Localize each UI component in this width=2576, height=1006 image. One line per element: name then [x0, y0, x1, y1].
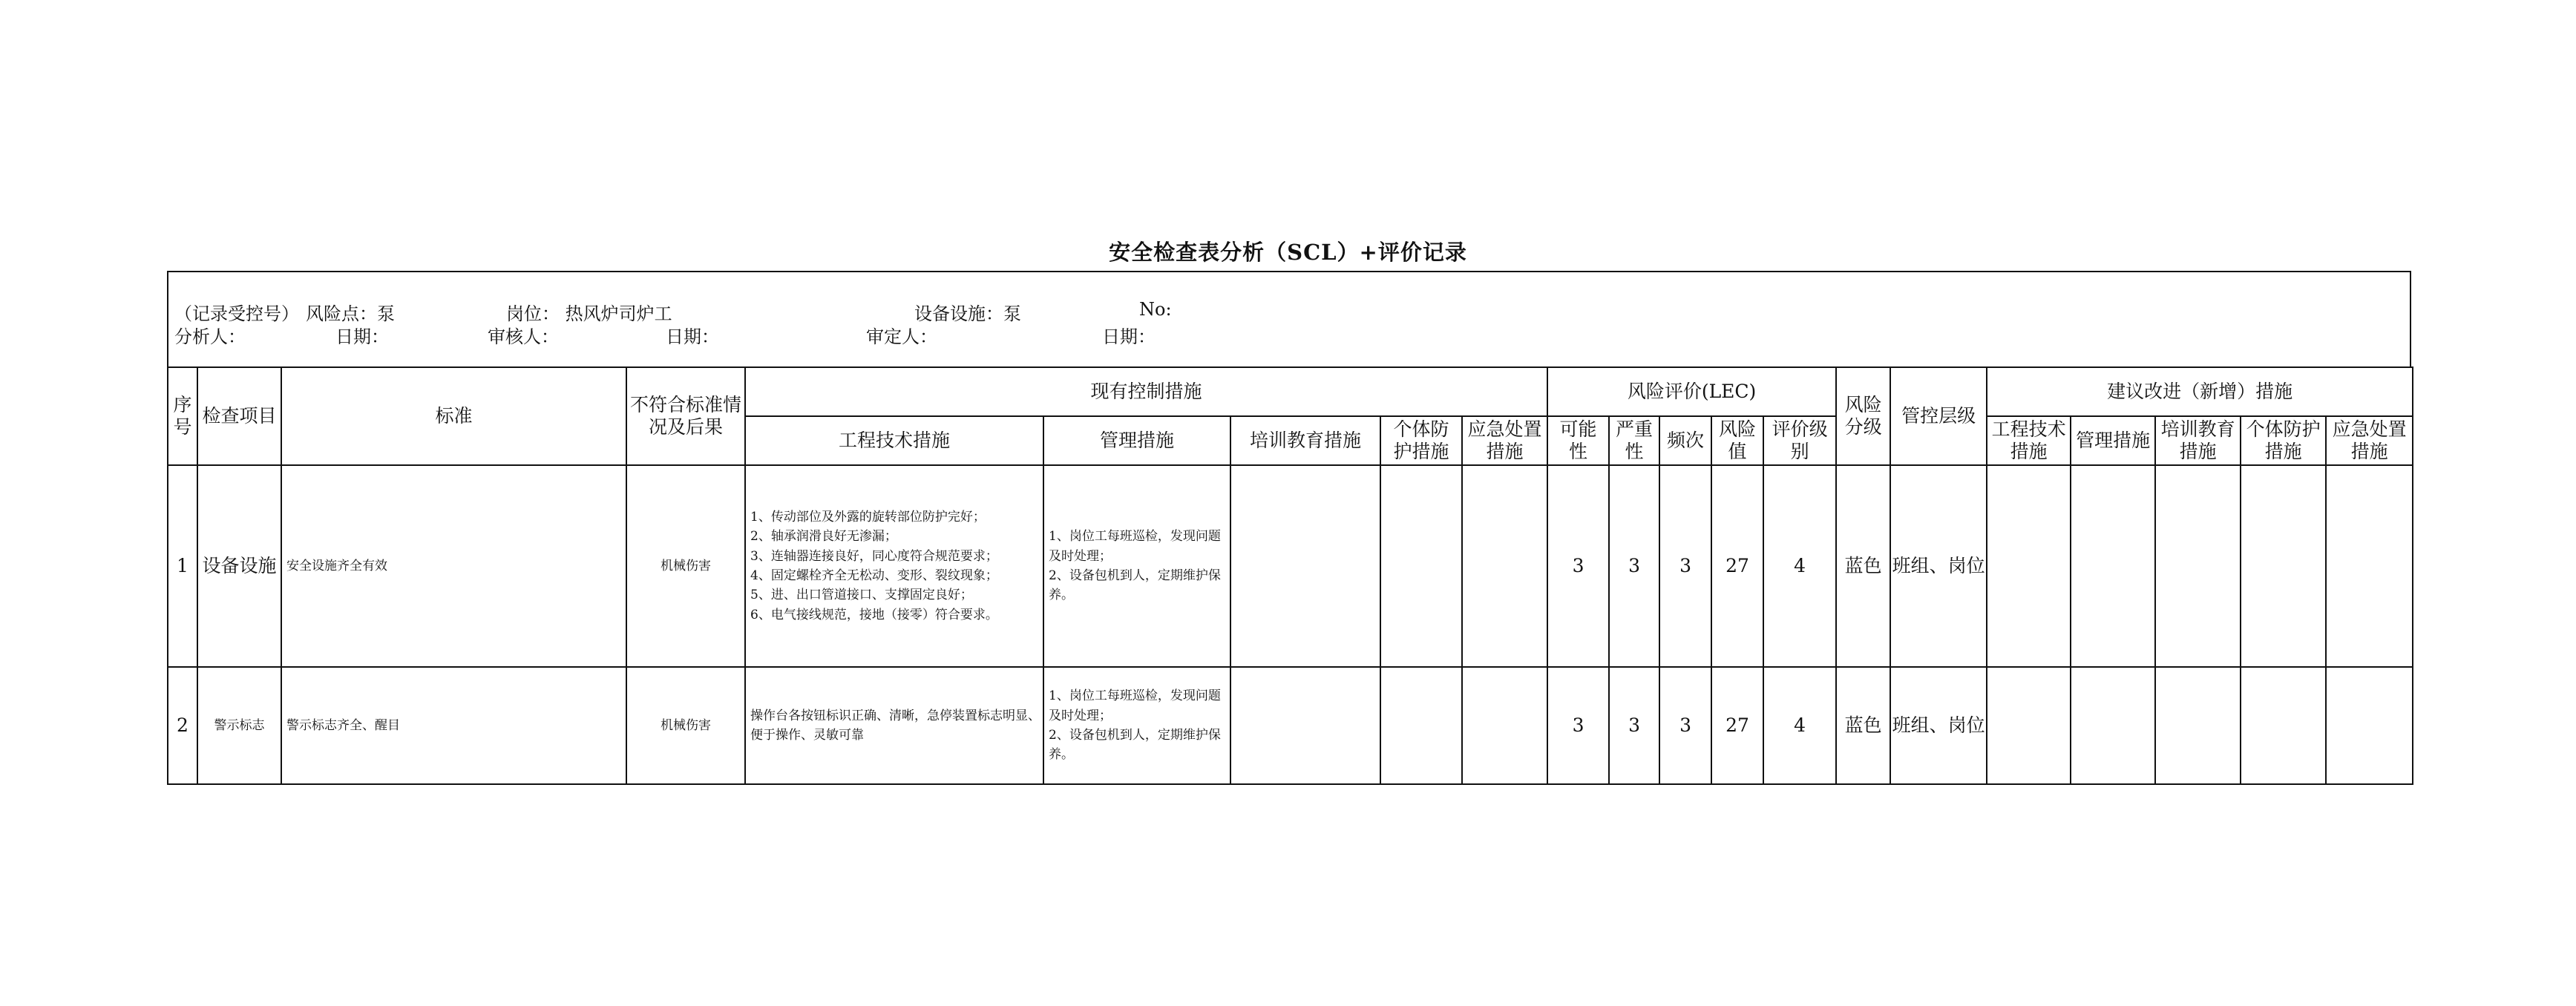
cell-s-emergency — [2326, 465, 2413, 667]
cell-management: 1、岗位工每班巡检，发现问题及时处理； 2、设备包机到人，定期维护保养。 — [1043, 465, 1230, 667]
cell-s-management — [2071, 667, 2155, 784]
analyst-label: 分析人： — [174, 326, 246, 347]
table-row — [168, 465, 2413, 667]
cell-training — [1230, 667, 1380, 784]
cell-frequency: 3 — [1659, 667, 1711, 784]
number-label: No: — [1139, 299, 1172, 320]
approver-label: 审定人： — [866, 326, 937, 347]
cell-s-eng-tech — [1987, 465, 2071, 667]
cell-emergency — [1462, 667, 1547, 784]
table-row — [168, 667, 2413, 784]
header-existing-measures: 现有控制措施 — [745, 367, 1547, 416]
header-control-level: 管控层级 — [1890, 367, 1987, 465]
cell-likelihood: 3 — [1547, 465, 1609, 667]
cell-s-ppe — [2241, 667, 2326, 784]
header-s-training: 培训教育 措施 — [2155, 416, 2241, 465]
cell-consequence: 机械伤害 — [626, 465, 745, 667]
cell-seq: 1 — [168, 465, 197, 667]
cell-eval-level: 4 — [1763, 465, 1836, 667]
header-eval-level: 评价级 别 — [1763, 416, 1836, 465]
cell-emergency — [1462, 465, 1547, 667]
cell-risk-grade: 蓝色 — [1836, 465, 1890, 667]
cell-consequence: 机械伤害 — [626, 667, 745, 784]
header-risk-grade: 风险 分级 — [1836, 367, 1890, 465]
cell-s-training — [2155, 667, 2241, 784]
header-risk-evaluation: 风险评价(LEC) — [1547, 367, 1836, 416]
header-s-management: 管理措施 — [2071, 416, 2155, 465]
page-title: 安全检查表分析（SCL）+评价记录 — [1109, 240, 1467, 265]
header-likelihood: 可能 性 — [1547, 416, 1609, 465]
cell-s-emergency — [2326, 667, 2413, 784]
cell-eng-tech: 操作台各按钮标识正确、清晰，急停装置标志明显、便于操作、灵敏可靠 — [745, 667, 1043, 784]
header-nonconformity: 不符合标准情 况及后果 — [626, 367, 745, 465]
header-ppe: 个体防 护措施 — [1380, 416, 1462, 465]
header-management: 管理措施 — [1043, 416, 1230, 465]
scl-sheet — [167, 271, 2411, 786]
info-panel — [167, 271, 2411, 368]
reviewer-label: 审核人： — [488, 326, 559, 347]
cell-s-eng-tech — [1987, 667, 2071, 784]
post-label: 岗位： 热风炉司炉工 — [506, 303, 672, 324]
cell-control-level: 班组、岗位 — [1890, 465, 1987, 667]
header-frequency: 频次 — [1659, 416, 1711, 465]
cell-standard: 警示标志齐全、醒目 — [281, 667, 626, 784]
equipment-label: 设备设施：泵 — [914, 303, 1021, 324]
cell-seq: 2 — [168, 667, 197, 784]
cell-eval-level: 4 — [1763, 667, 1836, 784]
cell-severity: 3 — [1609, 465, 1659, 667]
header-emergency: 应急处置 措施 — [1462, 416, 1547, 465]
cell-ppe — [1380, 667, 1462, 784]
cell-s-training — [2155, 465, 2241, 667]
date-label-2: 日期： — [666, 326, 719, 347]
cell-eng-tech: 1、传动部位及外露的旋转部位防护完好； 2、轴承润滑良好无渗漏； 3、连轴器连接良好，同心度符合规范要求； 4、固定螺栓齐全无松动、变形、裂纹现象； 5、进、出口管道接口、支撑固定良好； 6、电气接线规范，接地（接零）符合要求。 — [745, 465, 1043, 667]
header-s-emergency: 应急处置 措施 — [2326, 416, 2413, 465]
risk-point-label: 风险点：泵 — [306, 303, 395, 324]
cell-s-management — [2071, 465, 2155, 667]
cell-frequency: 3 — [1659, 465, 1711, 667]
scl-table — [167, 366, 2413, 785]
cell-standard: 安全设施齐全有效 — [281, 465, 626, 667]
cell-likelihood: 3 — [1547, 667, 1609, 784]
header-suggested-measures: 建议改进（新增）措施 — [1987, 367, 2413, 416]
cell-ppe — [1380, 465, 1462, 667]
cell-check-item: 设备设施 — [197, 465, 281, 667]
cell-management: 1、岗位工每班巡检，发现问题及时处理； 2、设备包机到人，定期维护保养。 — [1043, 667, 1230, 784]
header-s-eng-tech: 工程技术 措施 — [1987, 416, 2071, 465]
cell-training — [1230, 465, 1380, 667]
header-s-ppe: 个体防护 措施 — [2241, 416, 2326, 465]
header-seq: 序号 — [168, 367, 197, 465]
header-eng-tech: 工程技术措施 — [745, 416, 1043, 465]
header-risk-value: 风险 值 — [1711, 416, 1763, 465]
cell-severity: 3 — [1609, 667, 1659, 784]
cell-s-ppe — [2241, 465, 2326, 667]
header-training: 培训教育措施 — [1230, 416, 1380, 465]
header-check-item: 检查项目 — [197, 367, 281, 465]
record-no-label: （记录受控号） — [174, 303, 299, 324]
cell-control-level: 班组、岗位 — [1890, 667, 1987, 784]
date-label-3: 日期： — [1102, 326, 1156, 347]
cell-risk-grade: 蓝色 — [1836, 667, 1890, 784]
header-standard: 标准 — [281, 367, 626, 465]
header-severity: 严重 性 — [1609, 416, 1659, 465]
cell-risk-value: 27 — [1711, 667, 1763, 784]
cell-check-item: 警示标志 — [197, 667, 281, 784]
date-label-1: 日期： — [335, 326, 389, 347]
cell-risk-value: 27 — [1711, 465, 1763, 667]
